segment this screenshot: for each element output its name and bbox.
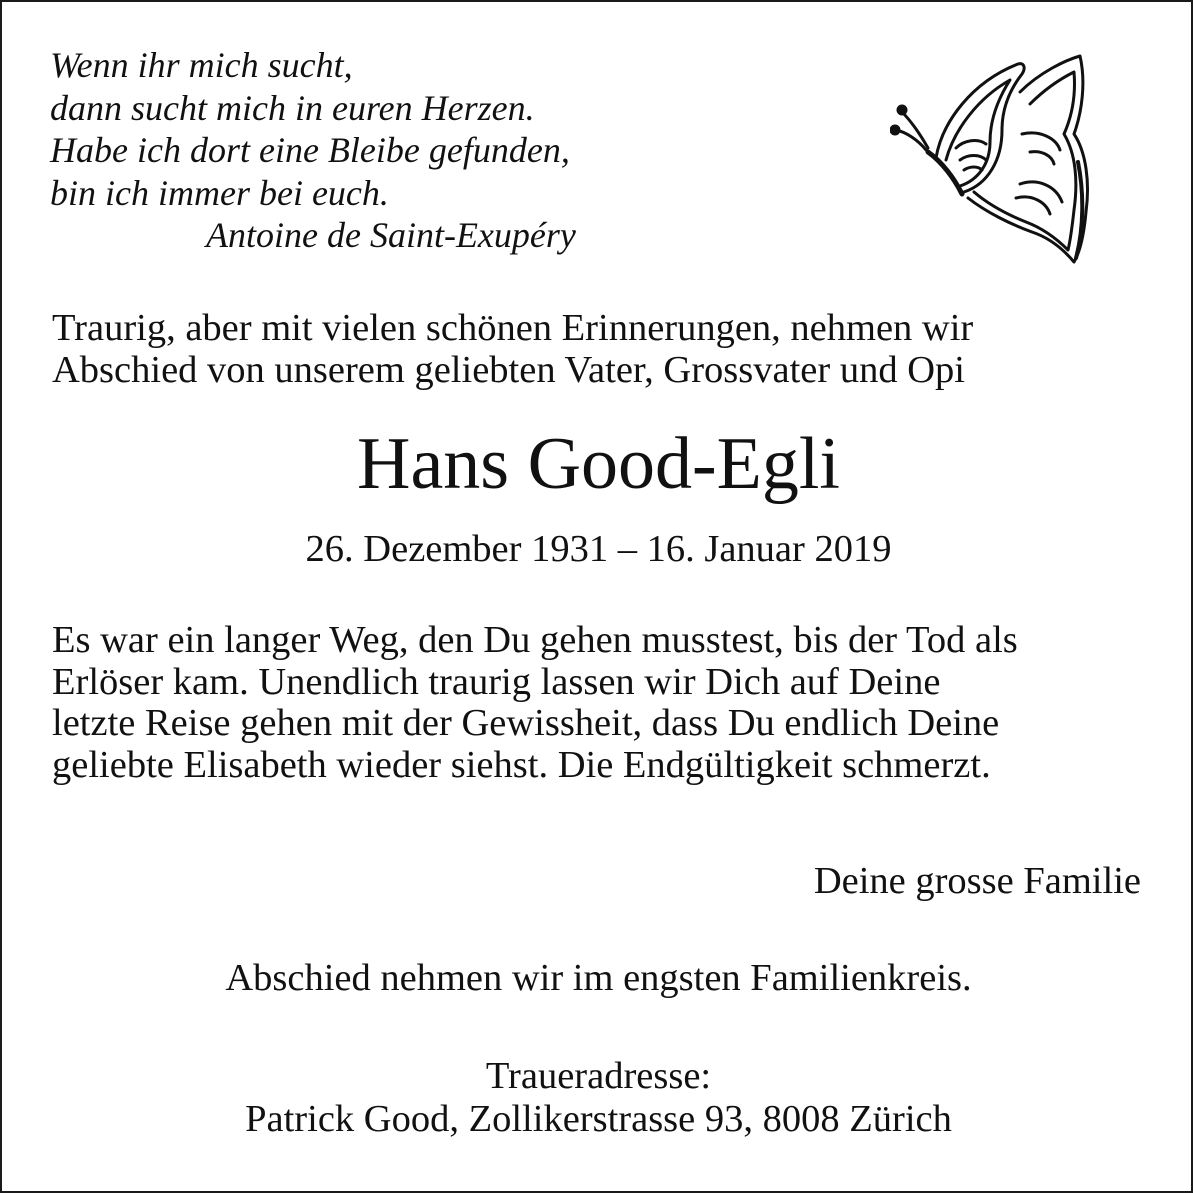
life-dates: 26. Dezember 1931 – 16. Januar 2019	[305, 528, 892, 570]
message-paragraph	[52, 620, 1152, 786]
quote-line: Wenn ihr mich sucht,	[50, 45, 353, 85]
quote-line: Habe ich dort eine Bleibe gefunden,	[50, 130, 570, 170]
deceased-name: Hans Good-Egli	[357, 423, 840, 505]
address-label: Traueradresse:	[485, 1055, 712, 1097]
quote-line: bin ich immer bei euch.	[50, 172, 389, 213]
farewell-note: Abschied nehmen wir im engsten Familienkreis.	[225, 957, 972, 999]
quote-line: dann sucht mich in euren Herzen.	[50, 87, 535, 128]
intro-line: Traurig, aber mit vielen schönen Erinnerungen, nehmen wir	[52, 307, 974, 349]
message-line: Erlöser kam. Unendlich traurig lassen wir Dich auf Deine	[52, 660, 941, 703]
butterfly-icon	[890, 52, 1090, 267]
intro-line: Abschied von unserem geliebten Vater, Grossvater und Opi	[52, 348, 965, 391]
message-line: geliebte Elisabeth wieder siehst. Die Endgültigkeit schmerzt.	[52, 743, 991, 786]
quote-author: Antoine de Saint-Exupéry	[206, 215, 576, 255]
intro-paragraph	[52, 308, 1152, 391]
message-line: Es war ein langer Weg, den Du gehen musstest, bis der Tod als	[52, 619, 1018, 661]
address-value: Patrick Good, Zollikerstrasse 93, 8008 Zürich	[245, 1098, 952, 1140]
quote-block	[50, 44, 690, 257]
message-line: letzte Reise gehen mit der Gewissheit, dass Du endlich Deine	[52, 702, 1000, 744]
family-signature: Deine grosse Familie	[813, 860, 1141, 902]
